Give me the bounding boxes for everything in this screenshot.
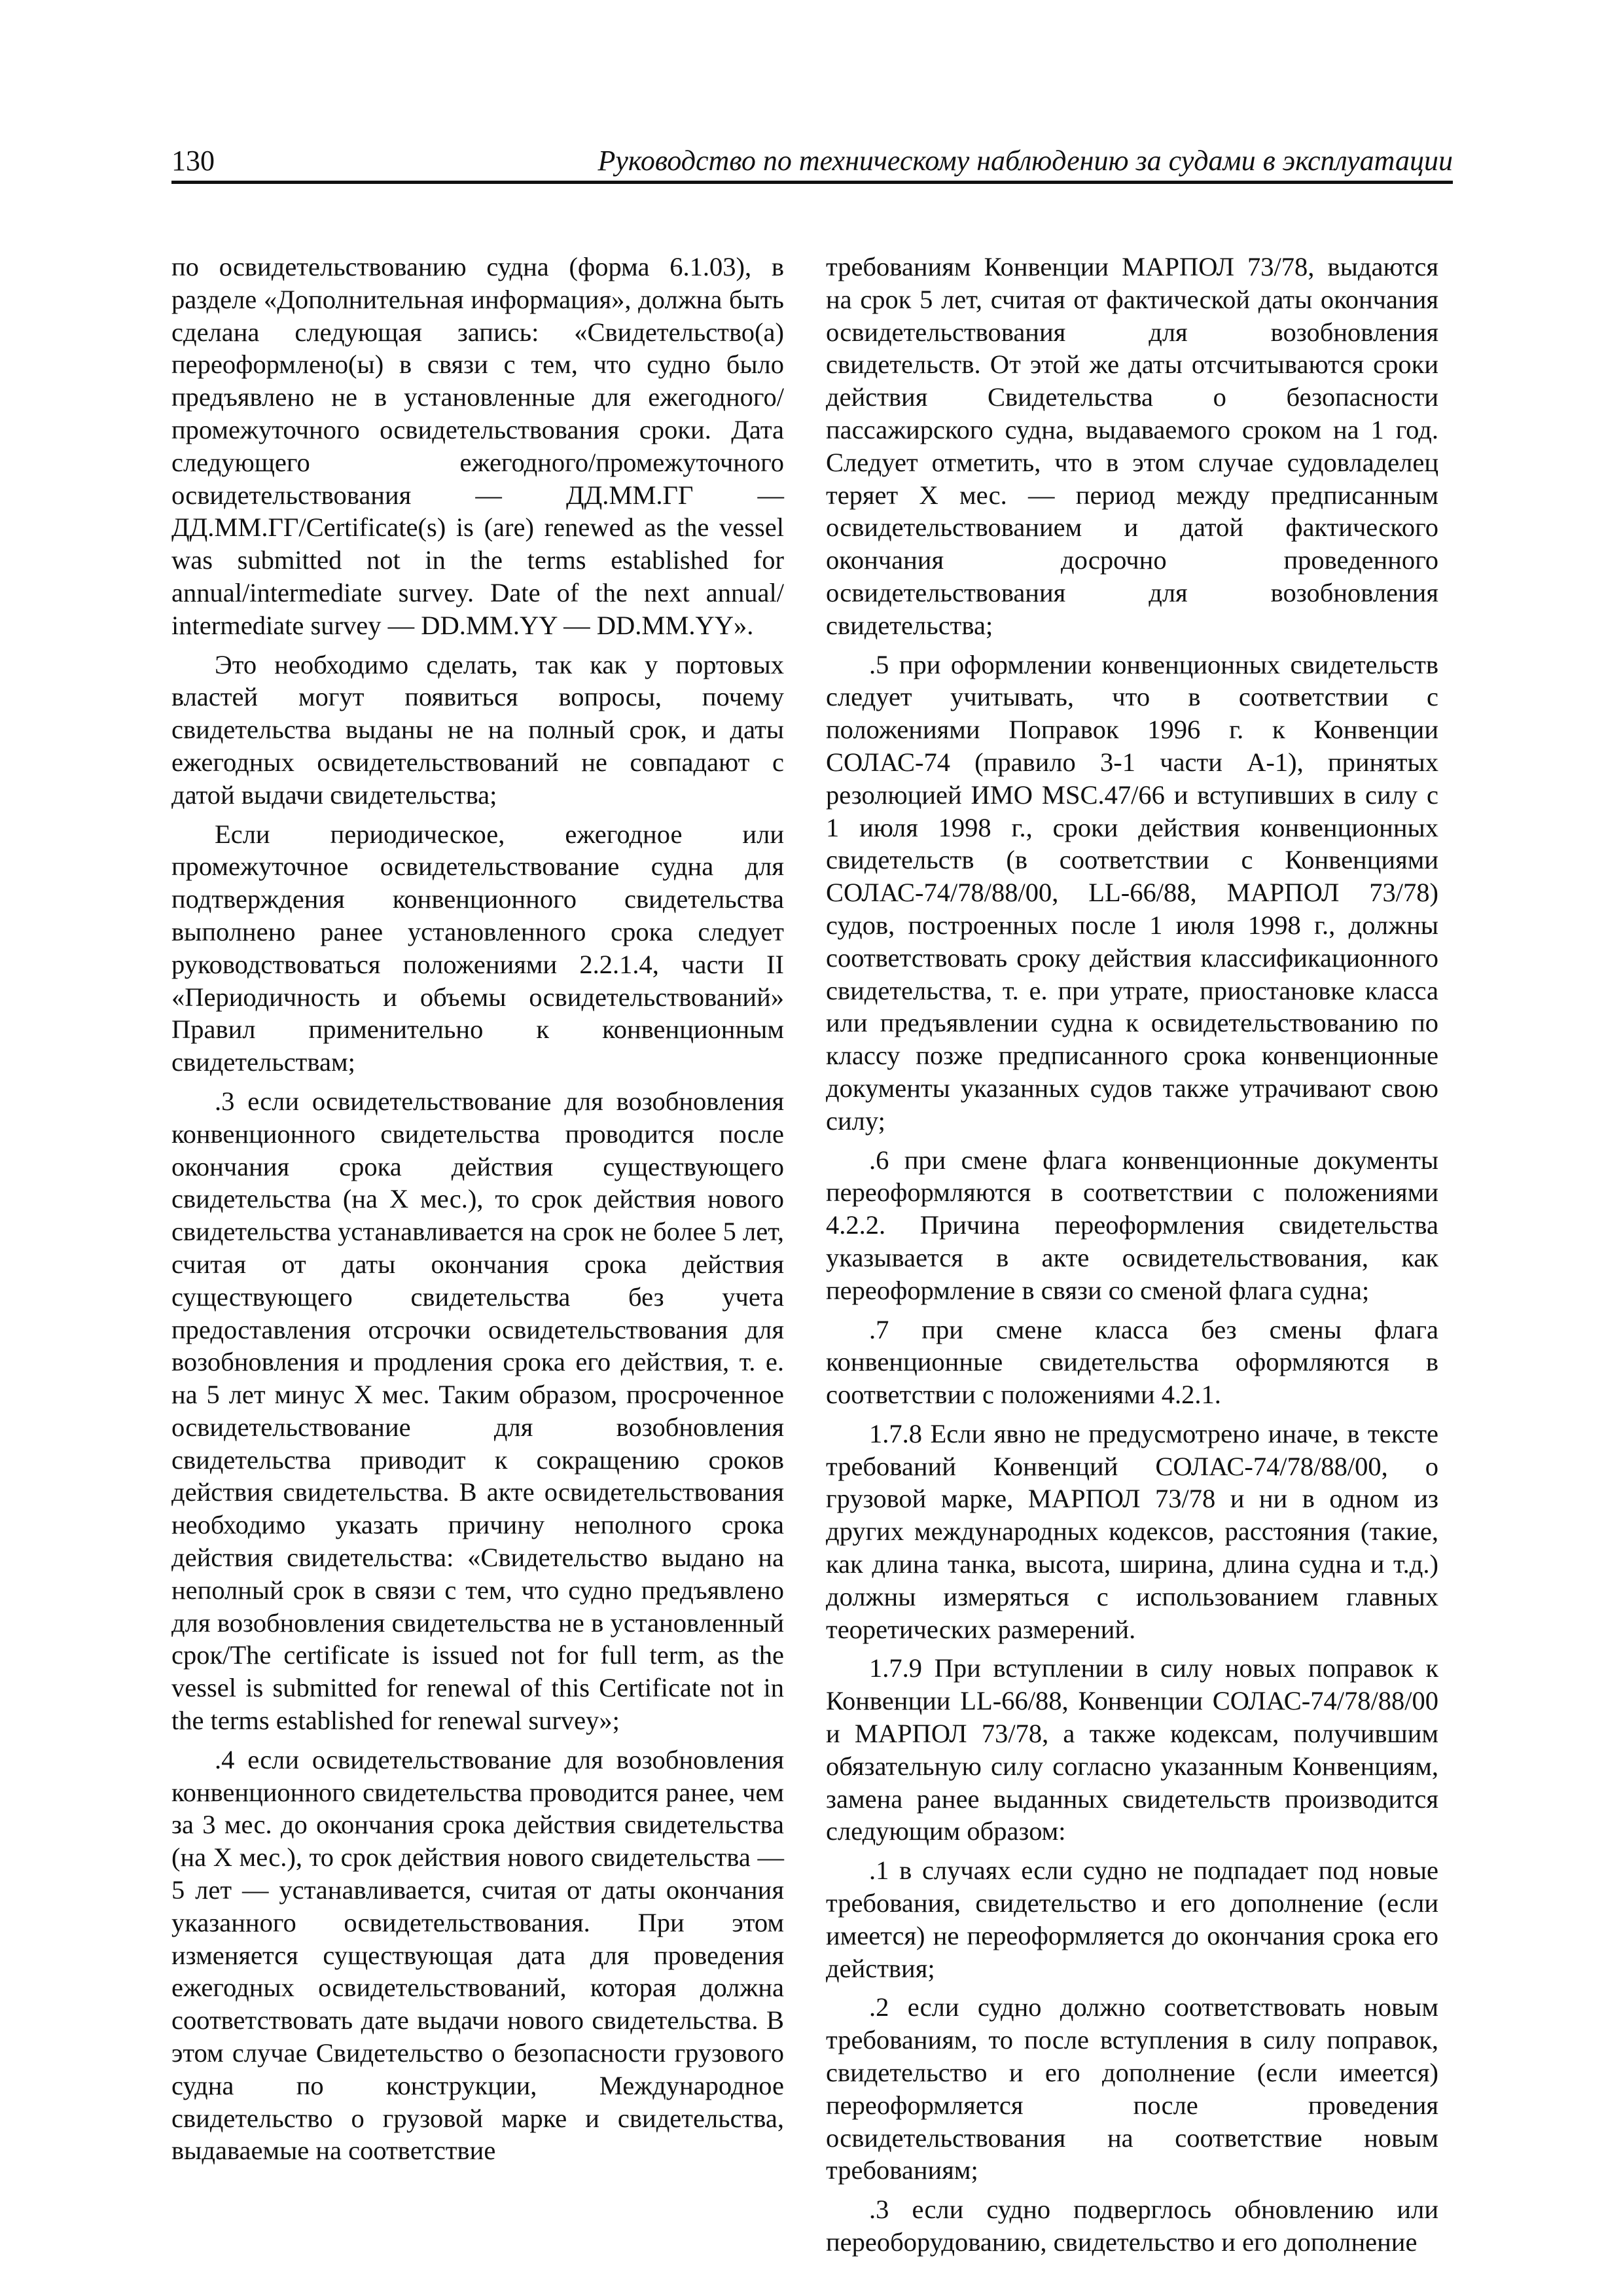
running-title: Руководство по техническому наблюдению за судами в эксплуатации: [597, 145, 1453, 177]
paragraph: .3 если судно подверглось обновлению или переоборудованию, свидетельство и его дополнение: [826, 2195, 1438, 2257]
paragraph: 1.7.8 Если явно не предусмотрено иначе, в тексте требований Конвенций СОЛАС-74/78/88/00, о грузовой марке, МАРПОЛ 73/78 и ни в одном из других международных кодексов, расстояния (такие, как длина танка, высота, ширина, длина судна и т.д.) должны измеряться с использованием главных теоретических размерений.: [826, 1418, 1438, 1644]
header-divider: [171, 181, 1453, 184]
left-column: [171, 251, 784, 2174]
paragraph: .6 при смене флага конвенционные документы переоформляются в соответствии с положениями 4.2.2. Причина переоформления свидетельства указывается в акте освидетельствования, как переоформление в связи со сменой флага судна;: [826, 1145, 1438, 1305]
paragraph: .3 если освидетельствование для возобновления конвенционного свидетельства проводится после окончания срока действия существующего свидетельства (на X мес.), то срок действия нового свидетельства устанавливается на срок не более 5 лет, считая от даты окончания срока действия существующего свидетельства без учета предоставления отсрочки освидетельствования для возобновления и продления срока его действия, т. е. на 5 лет минус X мес. Таким образом, просроченное освидетельствование для возобновления свидетельства приводит к сокращению сроков действия свидетельства. В акте освидетельствования необходимо указать причину неполного срока действия свидетельства: «Свидетельство выдано на неполный срок в связи с тем, что судно предъявлено для возобновления свидетельства не в установленный срок/The certificate is issued not for full term, as the vessel is submitted for renewal of this Certificate not in the terms established for renewal survey»;: [171, 1086, 784, 1736]
paragraph: .2 если судно должно соответствовать новым требованиям, то после вступления в силу поправок, свидетельство и его дополнение (если имеется) переоформляется после проведения освидетельствования на соответствие новым требованиям;: [826, 1992, 1438, 2185]
paragraph: требованиям Конвенции МАРПОЛ 73/78, выдаются на срок 5 лет, считая от фактической даты окончания освидетельствования для возобновления свидетельств. От этой же даты отсчитываются сроки действия Свидетельства о безопасности пассажирского судна, выдаваемого сроком на 1 год. Следует отметить, что в этом случае судовладелец теряет X мес. — период между предписанным освидетельствованием и датой фактического окончания досрочно проведенного освидетельствования для возобновления свидетельства;: [826, 252, 1438, 640]
paragraph: .4 если освидетельствование для возобновления конвенционного свидетельства проводится ранее, чем за 3 мес. до окончания срока действия свидетельства (на X мес.), то срок действия нового свидетельства — 5 лет — устанавливается, считая от даты окончания указанного освидетельствования. При этом изменяется существующая дата для проведения ежегодных освидетельствований, которая должна соответствовать дате выдачи нового свидетельства. В этом случае Свидетельство о безопасности грузового судна по конструкции, Международное свидетельство о грузовой марке и свидетельства, выдаваемые на соответствие: [171, 1744, 784, 2166]
paragraph: .5 при оформлении конвенционных свидетельств следует учитывать, что в соответствии с положениями Поправок 1996 г. к Конвенции СОЛАС-74 (правило 3-1 части А-1), принятых резолюцией ИМО MSC.47/66 и вступивших в силу с 1 июля 1998 г., сроки действия конвенционных свидетельств (в соответствии с Конвенциями СОЛАС-74/78/88/00, LL-66/88, МАРПОЛ 73/78) судов, построенных после 1 июля 1998 г., должны соответствовать сроку действия классификационного свидетельства, т. е. при утрате, приостановке класса или предъявлении судна к освидетельствованию по классу позже предписанного срока конвенционные документы указанных судов также утрачивают свою силу;: [826, 649, 1438, 1136]
paragraph: 1.7.9 При вступлении в силу новых поправок к Конвенции LL-66/88, Конвенции СОЛАС-74/78/88/00 и МАРПОЛ 73/78, а также кодексам, получившим обязательную силу согласно указанным Конвенциям, замена ранее выданных свидетельств производится следующим образом:: [826, 1653, 1438, 1846]
page-number: 130: [171, 145, 215, 177]
paragraph: Если периодическое, ежегодное или промежуточное освидетельствование судна для подтверждения конвенционного свидетельства выполнено ранее установленного срока следует руководствоваться положениями 2.2.1.4, части II «Периодичность и объемы освидетельствований» Правил применительно к конвенционным свидетельствам;: [171, 819, 784, 1077]
paragraph: по освидетельствованию судна (форма 6.1.03), в разделе «Дополнительная информация», должна быть сделана следующая запись: «Свидетельство(а) переоформлено(ы) в связи с тем, что судно было предъявлено не в установленные для ежегодного/промежуточного освидетельствования сроки. Дата следующего ежегодного/промежуточного освидетельствования — ДД.ММ.ГГ — ДД.ММ.ГГ/Certificate(s) is (are) renewed as the vessel was submitted not in the terms established for annual/intermediate survey. Date of the next annual/ intermediate survey — DD.MM.YY — DD.MM.YY».: [171, 252, 784, 640]
right-column: [826, 251, 1438, 2265]
paragraph: .1 в случаях если судно не подпадает под новые требования, свидетельство и его дополнение (если имеется) не переоформляется до окончания срока его действия;: [826, 1856, 1438, 1983]
paragraph: Это необходимо сделать, так как у портовых властей могут появиться вопросы, почему свидетельства выданы не на полный срок, и даты ежегодных освидетельствований не совпадают с датой выдачи свидетельства;: [171, 649, 784, 810]
paragraph: .7 при смене класса без смены флага конвенционные свидетельства оформляются в соответствии с положениями 4.2.1.: [826, 1314, 1438, 1410]
